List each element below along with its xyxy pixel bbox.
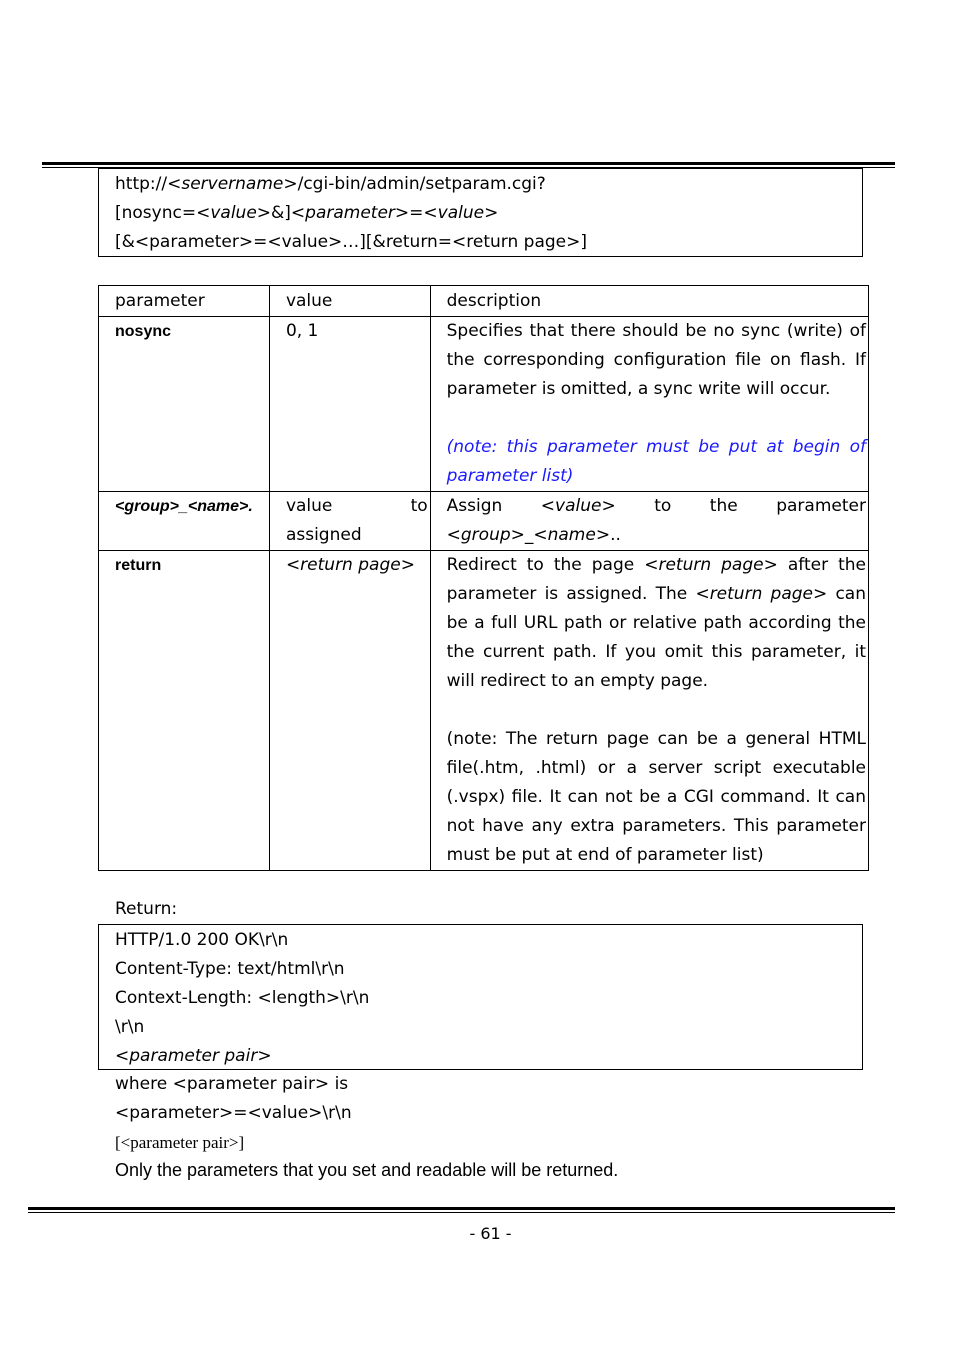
response-line: Content-Type: text/html\r\n [115,959,345,979]
value-cell: value to assigned [269,492,430,551]
table-row [99,317,869,492]
table-header-row [99,286,869,317]
response-box [98,924,863,1070]
header-parameter: parameter [99,286,270,317]
param-cell [99,492,270,551]
description-cell [430,317,868,492]
response-line: \r\n [115,1017,145,1037]
description-cell [430,551,868,871]
param-cell [99,317,270,492]
value-cell: <return page> [269,551,430,871]
description-note: (note: this parameter must be put at begin of parameter list) [446,437,866,486]
response-line: <parameter pair> [115,1046,272,1066]
param-name: <group>_<name>. [115,498,253,515]
description-cell: Assign <value> to the parameter <group>_<name>.. [430,492,868,551]
description-text: Specifies that there should be no sync (write) of the corresponding configuration file on flash. If parameter is omitted, a sync write will occur. [446,321,866,399]
response-line: Context-Length: <length>\r\n [115,988,370,1008]
parameter-table [98,285,869,871]
param-name: nosync [115,323,172,340]
return-note: Only the parameters that you set and readable will be returned. [115,1160,619,1180]
response-line: HTTP/1.0 200 OK\r\n [115,930,289,950]
header-value: value [269,286,430,317]
syntax-line-2: [nosync=<value>&]<parameter>=<value> [115,203,499,223]
pair-optional: [<parameter pair>] [115,1133,245,1152]
description-text: Redirect to the page <return page> after the parameter is assigned. The <return page> can be a full URL path or relative path according the the current path. If you omit this parameter, it will redirect to an empty page. [446,555,866,691]
syntax-line-1: http://<servername>/cgi-bin/admin/setparam.cgi? [115,174,546,194]
where-text: where <parameter pair> is [115,1074,349,1094]
header-description: description [430,286,868,317]
description-note: (note: The return page can be a general HTML file(.htm, .html) or a server script executable (.vspx) file. It can not be a CGI command. It can not have any extra parameters. This parameter must be put at end of parameter list) [446,729,866,865]
syntax-line-3: [&<parameter>=<value>…][&return=<return page>] [115,232,587,252]
page-number: - 61 - [469,1224,512,1243]
pair-format: <parameter>=<value>\r\n [115,1103,352,1123]
bottom-rule [28,1207,895,1213]
value-cell: 0, 1 [269,317,430,492]
table-row [99,492,869,551]
table-row [99,551,869,871]
return-label: Return: [115,899,178,919]
param-name: return [115,557,162,574]
param-cell [99,551,270,871]
syntax-box [98,168,863,257]
